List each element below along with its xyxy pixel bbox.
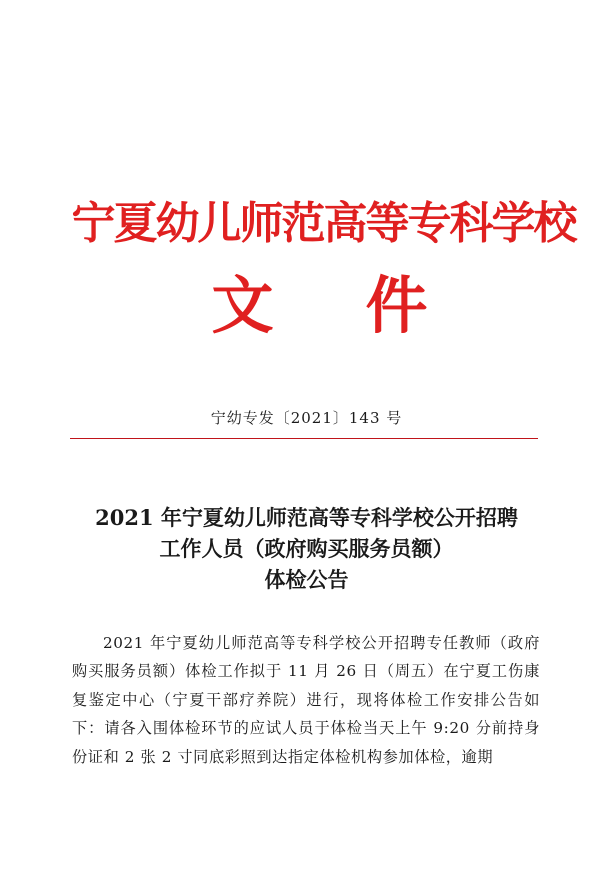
document-number: 宁幼专发〔2021〕143 号: [210, 409, 403, 427]
title-line-2: 工作人员（政府购买服务员额）: [159, 536, 454, 561]
announcement-title: [40, 502, 573, 595]
header-org-name-text: 宁夏幼儿师范高等专科学校: [71, 198, 576, 249]
red-divider-line: [70, 438, 538, 439]
title-line-3: 体检公告: [264, 567, 349, 592]
header-doc-type: [0, 268, 613, 344]
header-doc-type-text: 文件: [211, 269, 520, 342]
header-org-name: [0, 196, 613, 252]
body-paragraph: 2021 年宁夏幼儿师范高等专科学校公开招聘专任教师（政府购买服务员额）体检工作拟于 11 月 26 日（周五）在宁夏工伤康复鉴定中心（宁夏干部疗养院）进行，现将体检工作安排公告如下：请各入围体检环节的应试人员于体检当天上午 9:20 分前持身份证和 2 张 2 寸同底彩照到达指定体检机构参加体检，逾期: [72, 634, 540, 766]
title-line-1: 2021 年宁夏幼儿师范高等专科学校公开招聘: [95, 505, 518, 530]
